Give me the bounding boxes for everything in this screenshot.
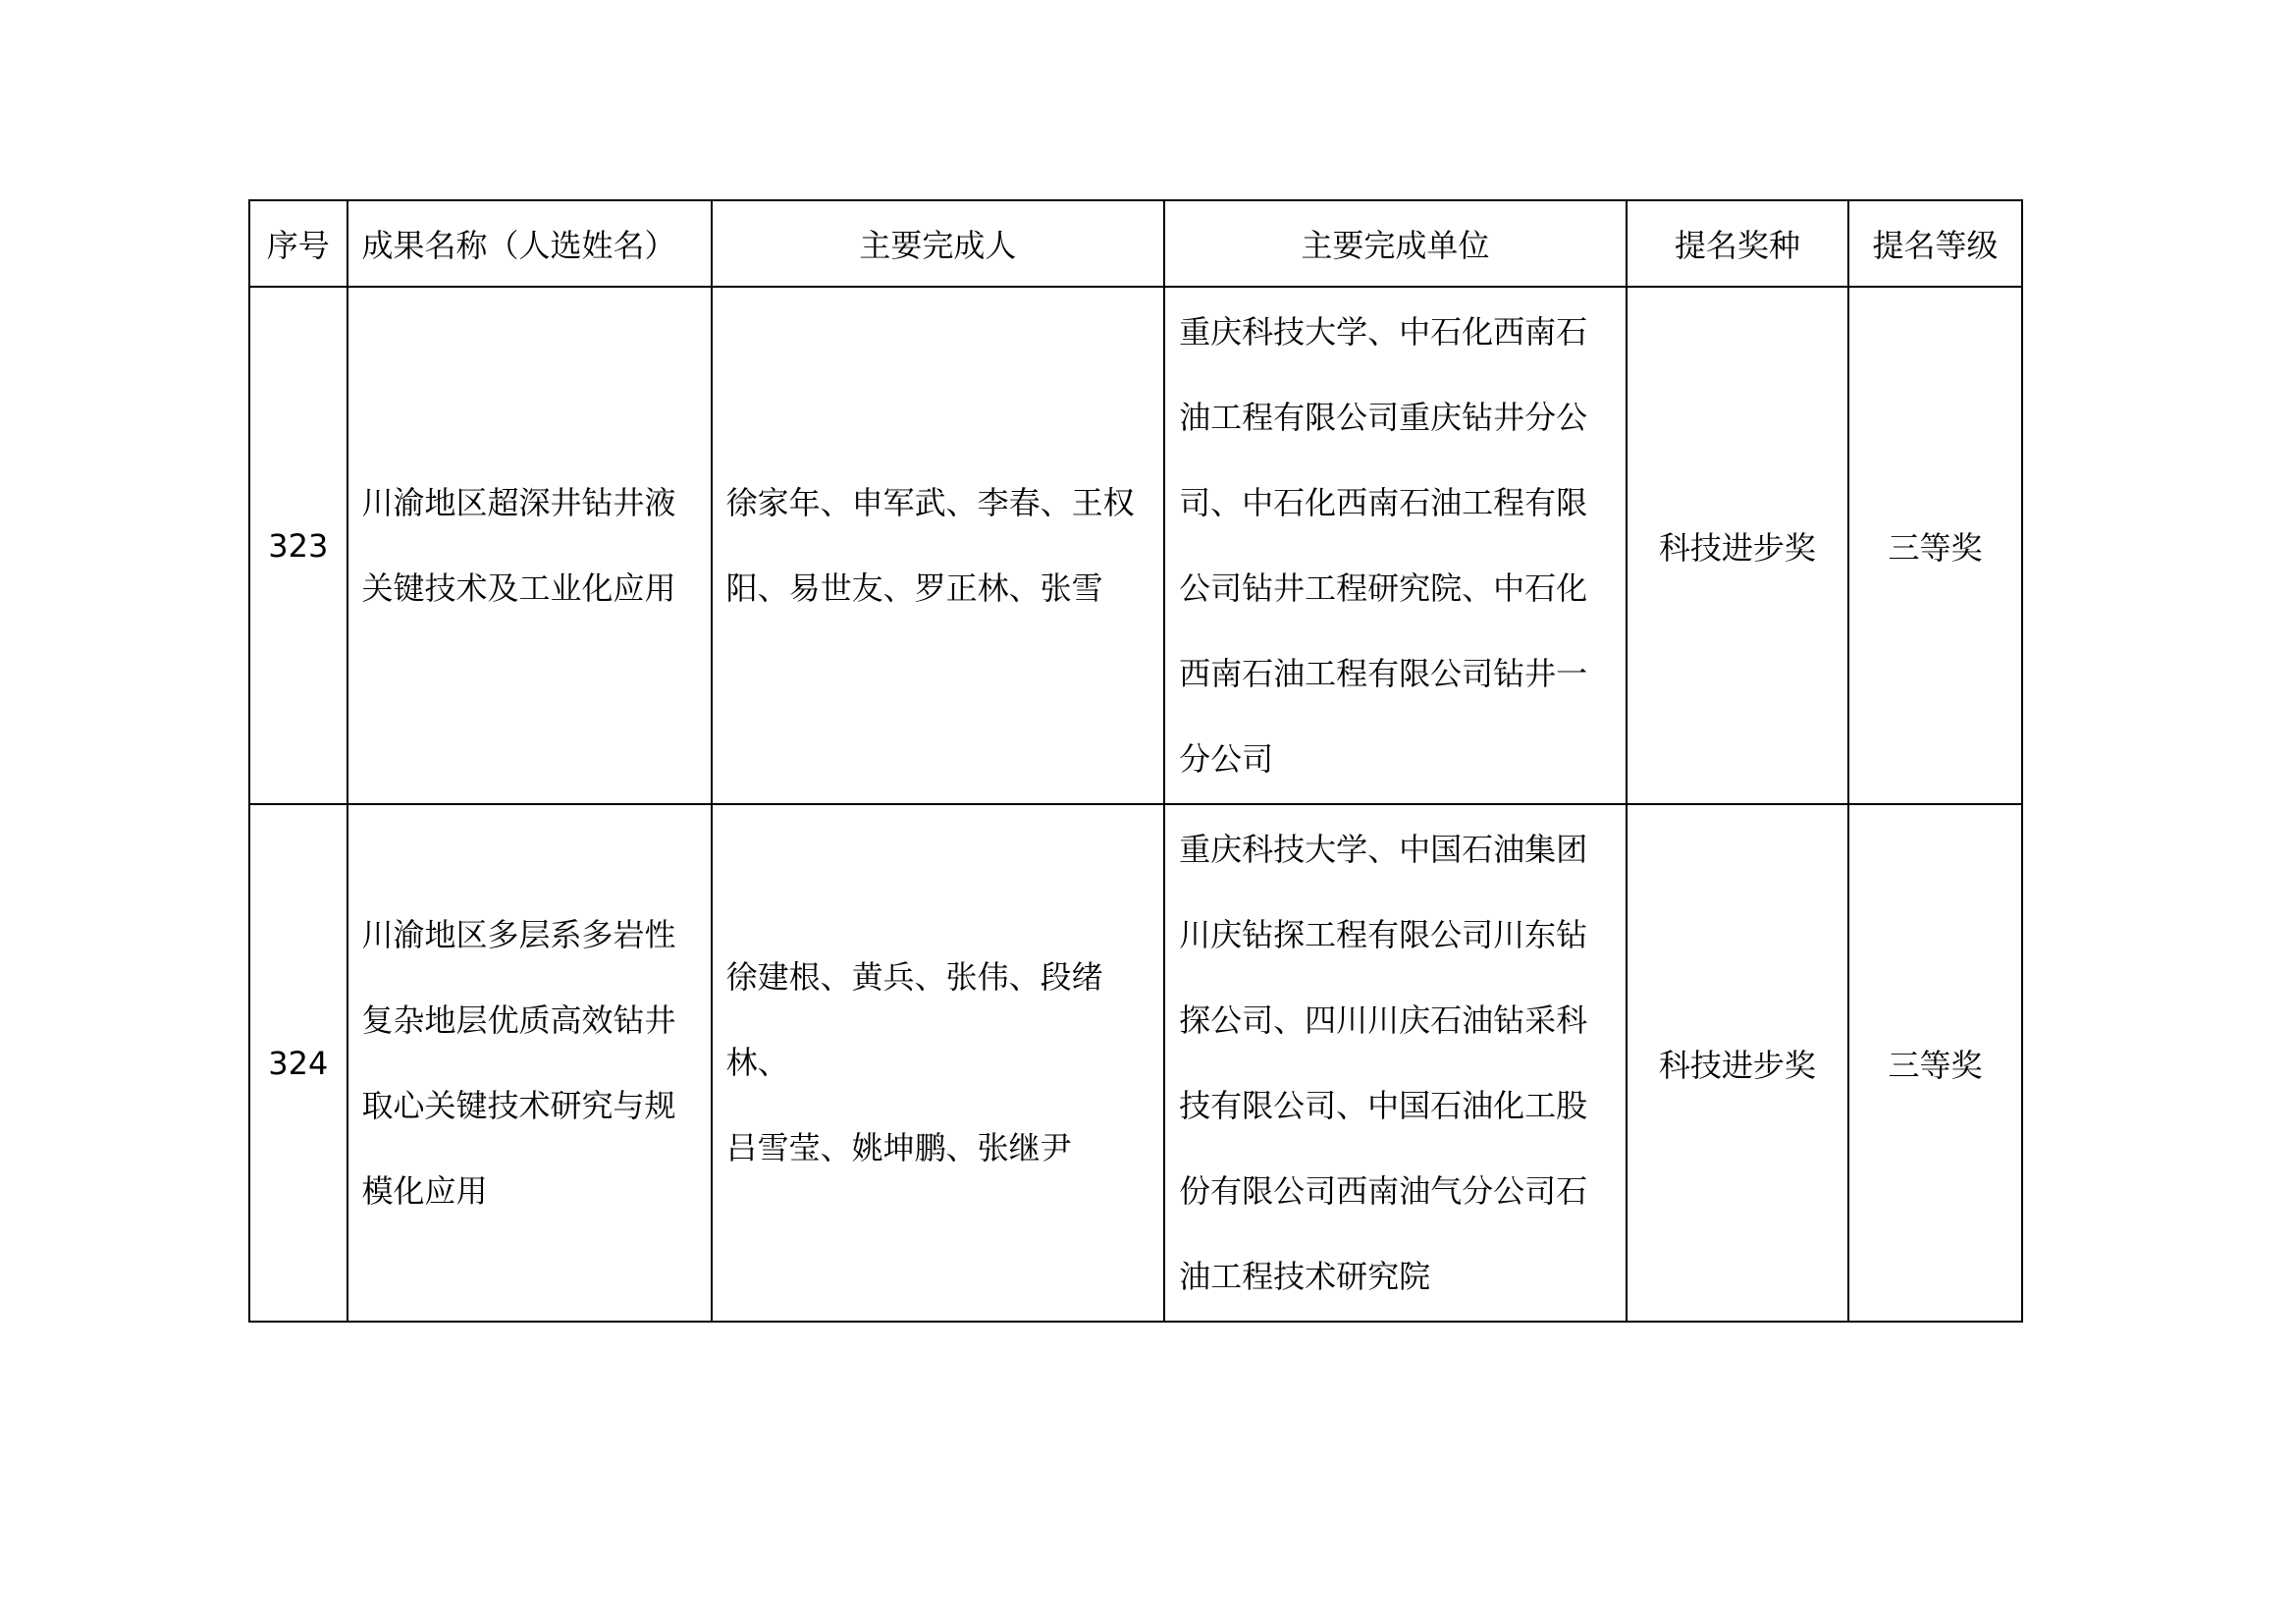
header-people: 主要完成人 xyxy=(712,200,1165,287)
main-people xyxy=(712,804,1165,1322)
header-row xyxy=(249,200,2022,287)
award-level: 三等奖 xyxy=(1848,287,2022,804)
text-line: 川渝地区多层系多岩性 xyxy=(361,915,676,953)
text-line: 吕雪莹、姚坤鹏、张继尹 xyxy=(725,1129,1072,1166)
header-award-type: 提名奖种 xyxy=(1627,200,1848,287)
text-line: 阳、易世友、罗正林、张雪 xyxy=(725,568,1103,607)
award-table xyxy=(248,199,2023,1323)
text-line: 模化应用 xyxy=(361,1171,488,1210)
main-units xyxy=(1164,287,1627,804)
text-line: 公司钻井工程研究院、中石化 xyxy=(1179,568,1588,607)
header-index: 序号 xyxy=(249,200,347,287)
header-award-level: 提名等级 xyxy=(1848,200,2022,287)
text-line: 技有限公司、中国石油化工股 xyxy=(1179,1086,1588,1124)
achievement-name xyxy=(347,804,712,1322)
text-line: 关键技术及工业化应用 xyxy=(361,568,676,607)
table-row xyxy=(249,804,2022,1322)
table-row xyxy=(249,287,2022,804)
award-type: 科技进步奖 xyxy=(1627,804,1848,1322)
text-line: 重庆科技大学、中国石油集团 xyxy=(1179,830,1588,868)
text-line: 徐家年、申军武、李春、王权 xyxy=(725,483,1135,521)
row-index: 323 xyxy=(249,287,347,804)
text-line: 油工程技术研究院 xyxy=(1179,1257,1431,1295)
text-line: 徐建根、黄兵、张伟、段绪林、 xyxy=(725,958,1103,1081)
text-line: 取心关键技术研究与规 xyxy=(361,1086,676,1124)
text-line: 分公司 xyxy=(1179,739,1274,778)
text-line: 川庆钻探工程有限公司川东钻 xyxy=(1179,915,1588,953)
text-line: 探公司、四川川庆石油钻采科 xyxy=(1179,1001,1588,1039)
text-line: 西南石油工程有限公司钻井一 xyxy=(1179,654,1588,692)
header-name: 成果名称（人选姓名） xyxy=(347,200,712,287)
row-index: 324 xyxy=(249,804,347,1322)
text-line: 司、中石化西南石油工程有限 xyxy=(1179,483,1588,521)
main-people xyxy=(712,287,1165,804)
award-type: 科技进步奖 xyxy=(1627,287,1848,804)
text-line: 重庆科技大学、中石化西南石 xyxy=(1179,312,1588,351)
achievement-name xyxy=(347,287,712,804)
text-line: 复杂地层优质高效钻井 xyxy=(361,1001,676,1039)
text-line: 份有限公司西南油气分公司石 xyxy=(1179,1171,1588,1210)
main-units xyxy=(1164,804,1627,1322)
text-line: 油工程有限公司重庆钻井分公 xyxy=(1179,398,1588,436)
award-level: 三等奖 xyxy=(1848,804,2022,1322)
header-units: 主要完成单位 xyxy=(1164,200,1627,287)
text-line: 川渝地区超深井钻井液 xyxy=(361,483,676,521)
